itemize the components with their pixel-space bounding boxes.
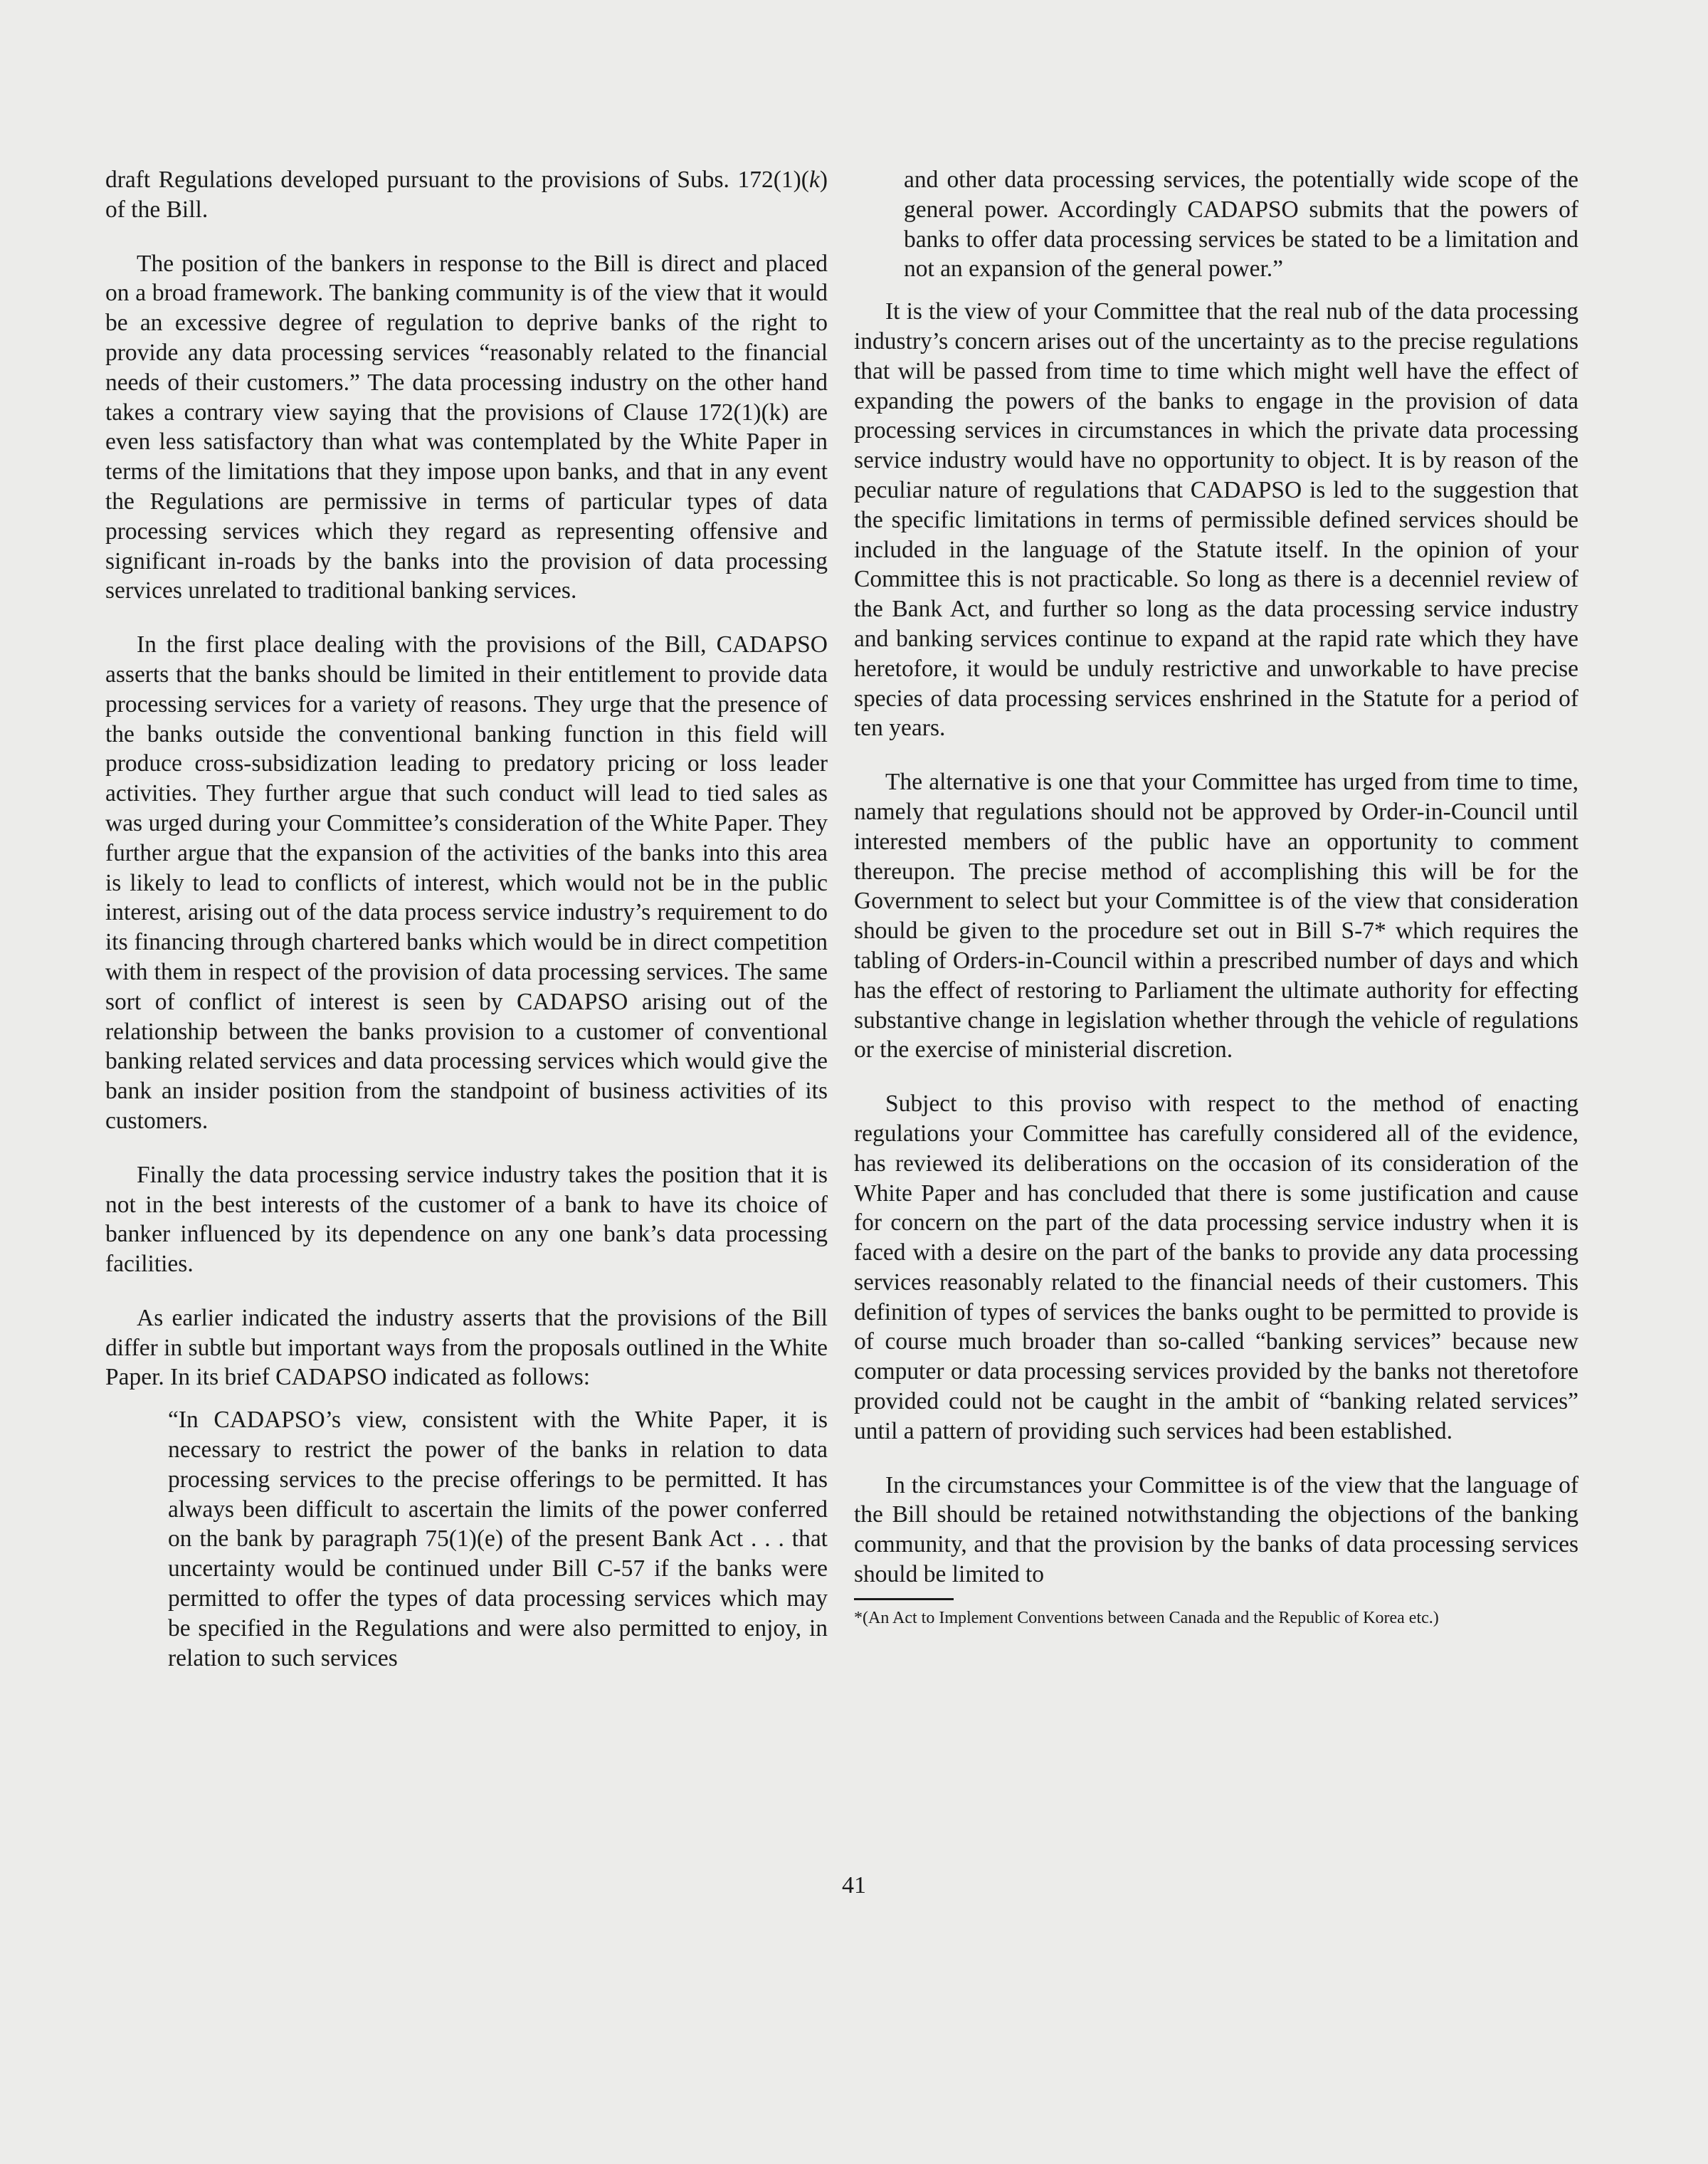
- footnote-rule: [854, 1598, 954, 1600]
- paragraph-subject-to-proviso: Subject to this proviso with respect to the method of enacting regulations your Committee has carefully considered all of the evidence, has reviewed its deliberations on the occasion of its consideration of the White Paper and has concluded that there is some justification and cause for concern on the part of the data processing service industry when it is faced with a desire on the part of the banks to provide any data processing services reasonably related to the financial needs of their customers. This definition of types of services the banks ought to be permitted to provide is of course much broader than so-called “banking services” because new computer or data processing services provided by the banks not theretofore provided could not be caught in the ambit of “banking related services” until a pattern of providing such services had been established.: [854, 1091, 1578, 1444]
- paragraph-committee-view: It is the view of your Committee that the real nub of the data processing industry’s concern arises out of the uncertainty as to the precise regulations that will be passed from time to time which might well have the effect of expanding the powers of the banks to engage in the provision of data processing services in circumstances in which the private data processing service industry would have no opportunity to object. It is by reason of the peculiar nature of regulations that CADAPSO is led to the suggestion that the specific limitations in terms of permissible defined services should be included in the language of the Statute itself. In the opinion of your Committee this is not practicable. So long as there is a decenniel review of the Bank Act, and further so long as the data processing service industry and banking services continue to expand at the rapid rate which they have heretofore, it would be unduly restrictive and unworkable to have precise species of data processing services enshrined in the Statute for a period of ten years.: [854, 298, 1578, 742]
- italic-k: k: [808, 167, 820, 193]
- paragraph-finally: Finally the data processing service industry takes the position that it is not in the best interests of the customer of a bank to have its choice of banker influenced by its dependence on any one bank’s data processing facilities.: [105, 1161, 828, 1278]
- block-quote-continued: and other data processing services, the potentially wide scope of the general power. Accordingly CADAPSO submits that the powers of banks to offer data processing services be stated to be a limitation and not an expansion of the general power.”: [904, 167, 1578, 283]
- block-quote: “In CADAPSO’s view, consistent with the White Paper, it is necessary to restrict the power of the banks in relation to data processing services to the precise offerings to be permitted. It has always been difficult to ascertain the limits of the power conferred on the bank by paragraph 75(1)(e) of the present Bank Act . . . that uncertainty would be continued under Bill C-57 if the banks were permitted to offer the types of data processing services which may be specified in the Regulations and were also permitted to enjoy, in relation to such services: [168, 1407, 828, 1671]
- paragraph-cadapso-asserts: In the first place dealing with the provisions of the Bill, CADAPSO asserts that the banks should be limited in their entitlement to provide data processing services for a variety of reasons. They urge that the presence of the banks outside the conventional banking function in this field will produce cross-subsidization leading to predatory pricing or loss leader activities. They further argue that such conduct will lead to tied sales as was urged during your Committee’s consideration of the White Paper. They further argue that the expansion of the activities of the banks into this area is likely to lead to conflicts of interest, which would not be in the public interest, arising out of the data process service industry’s requirement to do its financing through chartered banks which would be in direct competition with them in respect of the provision of data processing services. The same sort of conflict of interest is seen by CADAPSO arising out of the relationship between the banks provision to a customer of conventional banking related services and data processing services which would give the bank an insider position from the standpoint of business activities of its customers.: [105, 631, 828, 1134]
- paragraph-in-the-circumstances: In the circumstances your Committee is of the view that the language of the Bill should be retained notwithstanding the objections of the banking community, and that the provision by the banks of data processing services should be limited to: [854, 1471, 1578, 1588]
- paragraph-alternative: The alternative is one that your Committee has urged from time to time, namely that regulations should not be approved by Order-in-Council until interested members of the public have an opportunity to comment thereupon. The precise method of accomplishing this will be for the Government to select but your Committee is of the view that consideration should be given to the procedure set out in Bill S-7* which requires the tabling of Orders-in-Council within a prescribed number of days and which has the effect of restoring to Parliament the ultimate authority for effecting substantive change in legislation whether through the vehicle of regulations or the exercise of ministerial discretion.: [854, 769, 1578, 1063]
- right-column: [854, 165, 1578, 1629]
- paragraph-bankers-position: The position of the bankers in response to the Bill is direct and placed on a broad framework. The banking community is of the view that it would be an excessive degree of regulation to deprive banks of the right to provide any data processing services “reasonably related to the financial needs of their customers.” The data processing industry on the other hand takes a contrary view saying that the provisions of Clause 172(1)(k) are even less satisfactory than what was contemplated by the White Paper in terms of the limitations that they impose upon banks, and that in any event the Regulations are permissive in terms of particular types of data processing services which they regard as representing offensive and significant in-roads by the banks into the provision of data processing services unrelated to traditional banking services.: [105, 250, 828, 604]
- paragraph-continuation: draft Regulations developed pursuant to the provisions of Subs. 172(1)(k) of the Bill.: [105, 167, 828, 223]
- page-number: 41: [842, 1872, 866, 1898]
- paragraph-earlier-indicated: As earlier indicated the industry asserts that the provisions of the Bill differ in subtle but important ways from the proposals outlined in the White Paper. In its brief CADAPSO indicated as follows:: [105, 1304, 828, 1391]
- left-column: [105, 165, 828, 1697]
- footnote: *(An Act to Implement Conventions between Canada and the Republic of Korea etc.): [854, 1608, 1439, 1627]
